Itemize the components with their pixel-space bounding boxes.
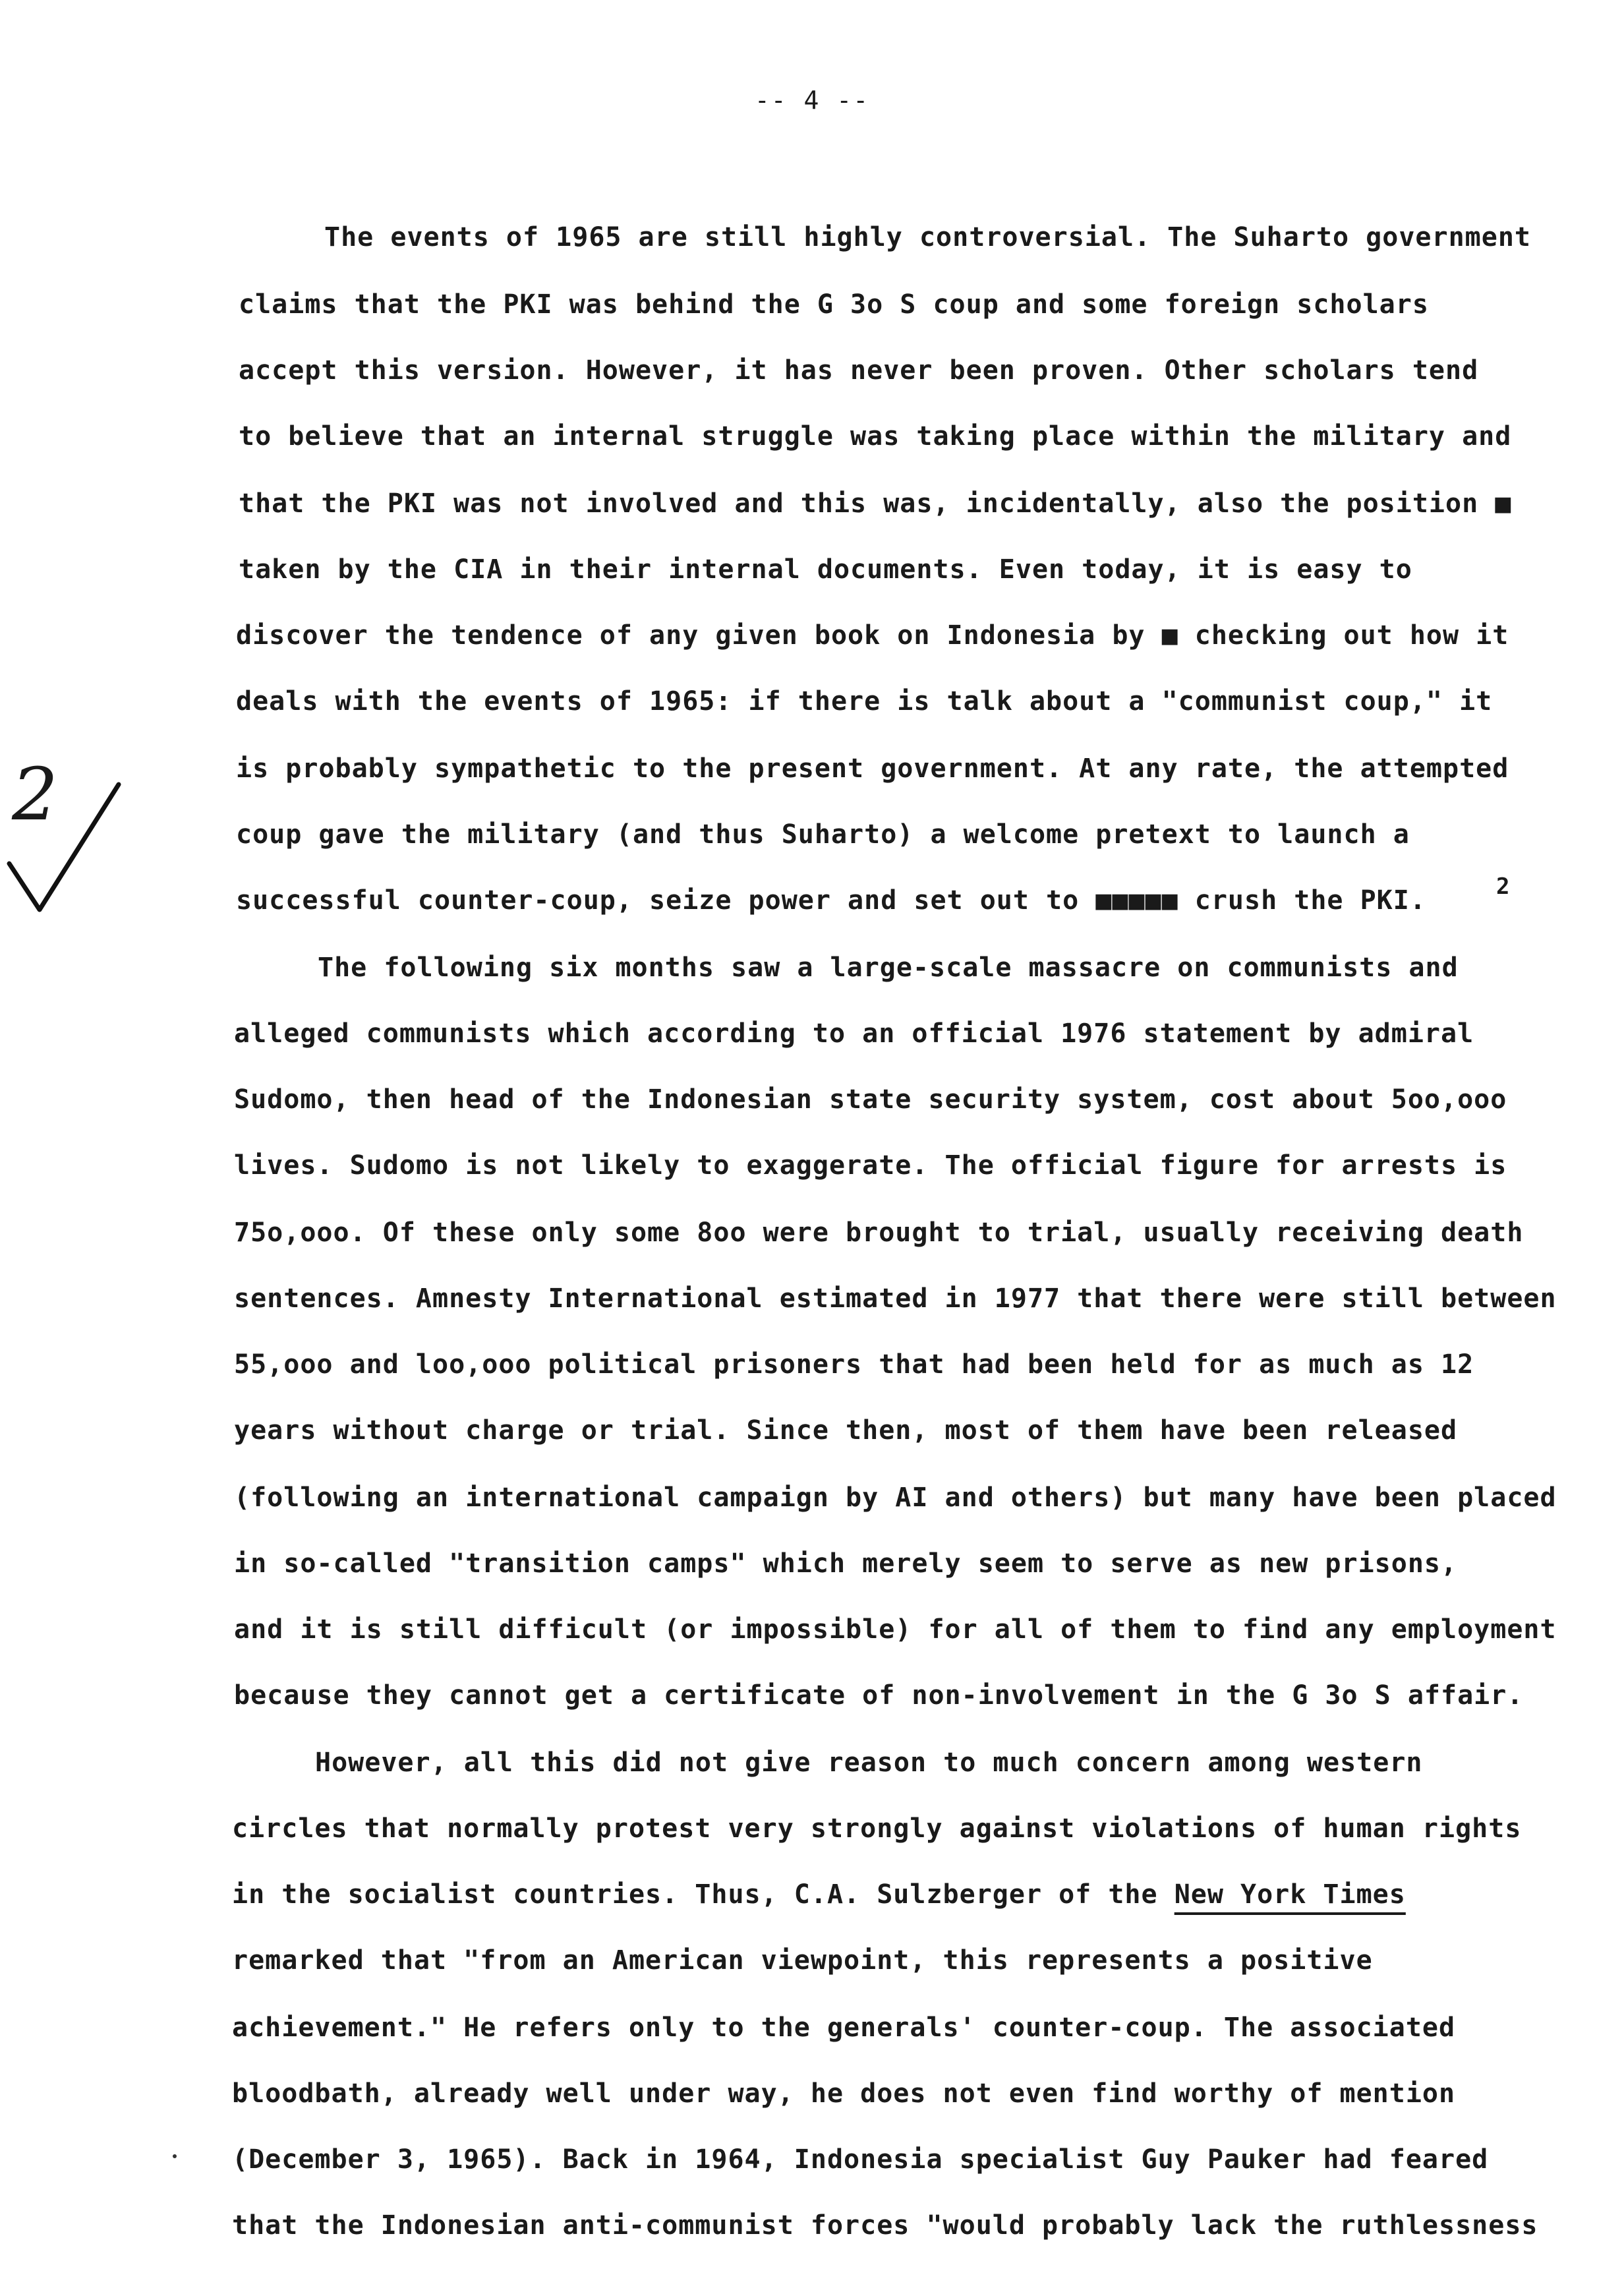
paragraph-3-line-3-text: in the socialist countries. Thus, C.A. Sulzberger of the: [232, 1879, 1174, 1910]
paragraph-1-line-1: The events of 1965 are still highly controversial. The Suharto government: [324, 222, 1531, 252]
paragraph-2-line-3: Sudomo, then head of the Indonesian state security system, cost about 5oo,ooo: [234, 1084, 1507, 1115]
paragraph-3-line-7: (December 3, 1965). Back in 1964, Indonesia specialist Guy Pauker had feared: [232, 2144, 1489, 2175]
paragraph-1-line-10: coup gave the military (and thus Suharto) a welcome pretext to launch a: [236, 819, 1410, 850]
paragraph-2-line-11: and it is still difficult (or impossible) for all of them to find any employment: [234, 1614, 1557, 1645]
paragraph-1-line-4: to believe that an internal struggle was taking place within the military and: [239, 421, 1512, 452]
paragraph-1-line-7: discover the tendence of any given book on Indonesia by ■ checking out how it: [236, 620, 1509, 651]
paragraph-1-line-9: is probably sympathetic to the present government. At any rate, the attempted: [236, 753, 1509, 784]
page-number: -- 4 --: [754, 86, 870, 115]
paragraph-3-line-1: However, all this did not give reason to much concern among western: [315, 1748, 1423, 1778]
paragraph-2-line-5: 75o,ooo. Of these only some 8oo were brought to trial, usually receiving death: [234, 1218, 1524, 1248]
paragraph-2-line-9: (following an international campaign by AI and others) but many have been placed: [234, 1483, 1557, 1513]
checkmark-icon: [0, 765, 138, 936]
paragraph-3-line-4: remarked that "from an American viewpoint, this represents a positive: [232, 1945, 1373, 1976]
paragraph-3-line-8: that the Indonesian anti-communist forces "would probably lack the ruthlessness: [232, 2210, 1538, 2241]
stray-mark: [173, 2154, 177, 2158]
paragraph-2-line-4: lives. Sudomo is not likely to exaggerate. The official figure for arrests is: [234, 1150, 1507, 1181]
paragraph-3-line-2: circles that normally protest very strongly against violations of human rights: [232, 1813, 1522, 1844]
paragraph-2-line-10: in so-called "transition camps" which merely seem to serve as new prisons,: [234, 1548, 1458, 1579]
paragraph-1-line-11: successful counter-coup, seize power and set out to ■■■■■ crush the PKI.: [236, 885, 1426, 916]
paragraph-3-line-6: bloodbath, already well under way, he does not even find worthy of mention: [232, 2078, 1456, 2109]
paragraph-2-line-2: alleged communists which according to an official 1976 statement by admiral: [234, 1018, 1474, 1049]
paragraph-2-line-7: 55,ooo and loo,ooo political prisoners that had been held for as much as 12: [234, 1349, 1474, 1380]
paragraph-1-line-8: deals with the events of 1965: if there is talk about a "communist coup," it: [236, 686, 1493, 717]
paragraph-1-line-3: accept this version. However, it has never been proven. Other scholars tend: [239, 355, 1479, 386]
paragraph-2-line-6: sentences. Amnesty International estimated in 1977 that there were still between: [234, 1283, 1557, 1314]
newspaper-title: New York Times: [1174, 1879, 1406, 1910]
paragraph-1-line-5: that the PKI was not involved and this was, incidentally, also the position ■: [239, 488, 1512, 519]
paragraph-2-line-12: because they cannot get a certificate of non-involvement in the G 3o S affair.: [234, 1680, 1524, 1711]
footnote-marker: 2: [1496, 873, 1510, 900]
paragraph-2-line-1: The following six months saw a large-scale massacre on communists and: [318, 953, 1459, 983]
paragraph-3-line-5: achievement." He refers only to the generals' counter-coup. The associated: [232, 2013, 1456, 2043]
margin-handwritten-number: 2: [12, 752, 58, 837]
paragraph-3-line-3: [232, 1881, 1406, 1908]
paragraph-1-line-2: claims that the PKI was behind the G 3o S coup and some foreign scholars: [239, 289, 1429, 320]
paragraph-2-line-8: years without charge or trial. Since then, most of them have been released: [234, 1415, 1458, 1446]
paragraph-1-line-6: taken by the CIA in their internal documents. Even today, it is easy to: [239, 554, 1412, 585]
